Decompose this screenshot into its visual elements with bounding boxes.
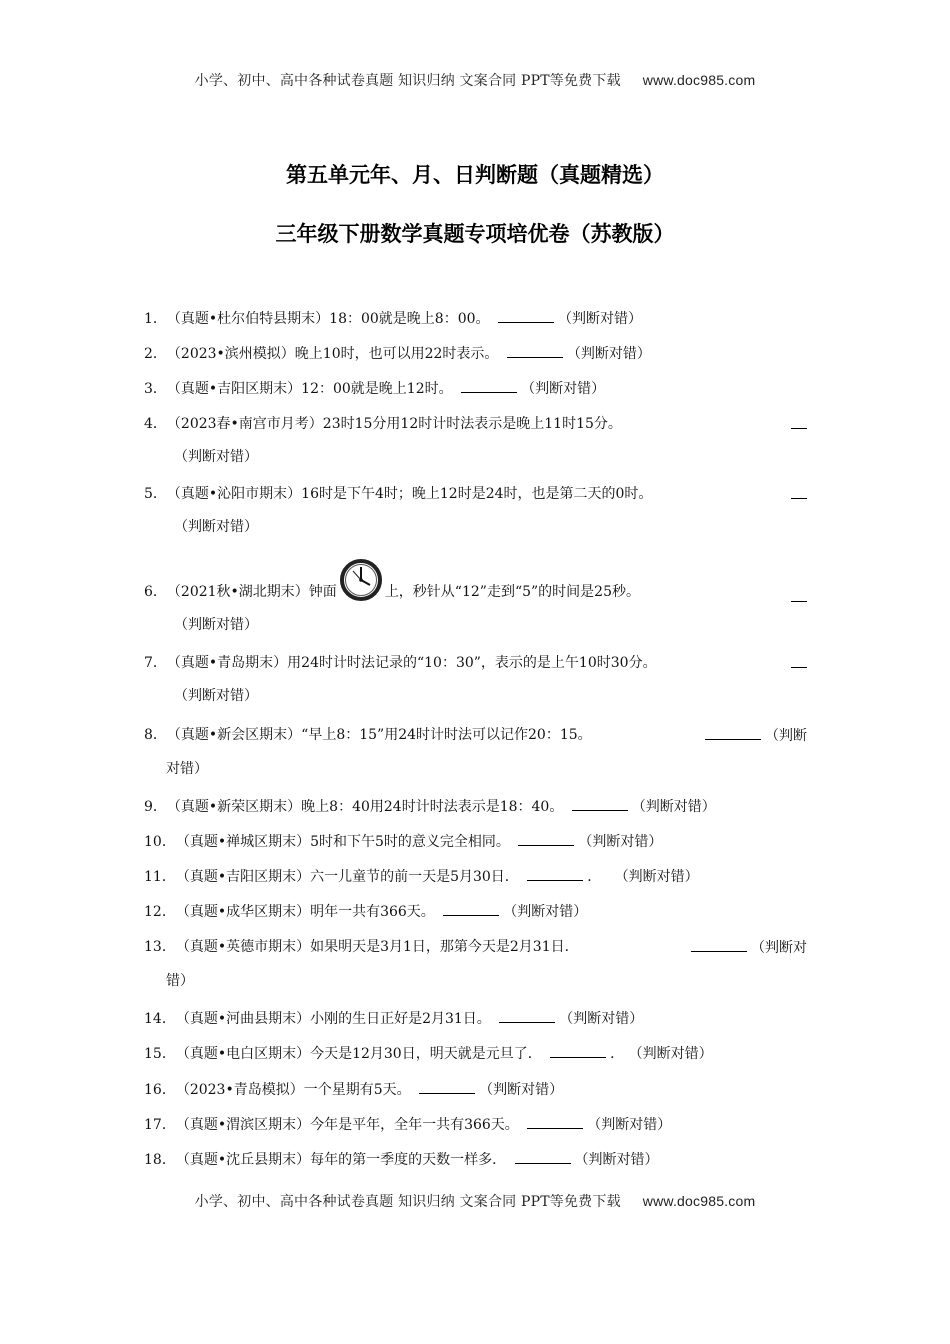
header-text: 小学、初中、高中各种试卷真题 知识归纳 文案合同 PPT等免费下载 xyxy=(194,73,621,89)
answer-blank[interactable] xyxy=(419,1079,475,1094)
answer-blank[interactable] xyxy=(515,1149,571,1164)
page-title: 第五单元年、月、日判断题（真题精选） xyxy=(286,163,664,187)
question-1: 1．（真题•杜尔伯特县期末）18：00就是晚上8：00。 （判断对错） xyxy=(144,308,807,329)
question-14: 14．（真题•河曲县期末）小刚的生日正好是2月31日。 （判断对错） xyxy=(144,1008,807,1029)
question-5: 5．（真题•沁阳市期末）16时是下午4时；晚上12时是24时，也是第二天的0时。 （判断对错） xyxy=(144,484,807,537)
question-18: 18．（真题•沈丘县期末）每年的第一季度的天数一样多． （判断对错） xyxy=(144,1149,807,1170)
question-9: 9．（真题•新荣区期末）晚上8：40用24时计时法表示是18：40。 （判断对错） xyxy=(144,796,807,817)
answer-blank[interactable] xyxy=(791,587,807,602)
answer-blank[interactable] xyxy=(791,653,807,668)
question-11: 11．（真题•吉阳区期末）六一儿童节的前一天是5月30日． ． （判断对错） xyxy=(144,866,807,887)
answer-blank[interactable] xyxy=(518,831,574,846)
question-10: 10．（真题•禅城区期末）5时和下午5时的意义完全相同。 （判断对错） xyxy=(144,831,807,852)
answer-blank[interactable] xyxy=(499,1008,555,1023)
answer-blank[interactable] xyxy=(527,866,583,881)
answer-blank[interactable] xyxy=(507,343,563,358)
question-6: 6．（2021秋•湖北期末）钟面 上，秒针从“12”走到“5”的时间是25秒。 （判断对错） xyxy=(144,558,807,635)
answer-blank[interactable] xyxy=(572,796,628,811)
clock-face-image xyxy=(339,558,383,602)
question-7: 7．（真题•青岛期末）用24时计时法记录的“10：30”，表示的是上午10时30分。 （判断对错） xyxy=(144,653,807,706)
answer-blank[interactable] xyxy=(791,484,807,499)
footer-site[interactable]: www.doc985.com xyxy=(642,1193,756,1209)
question-2: 2．（2023•滨州模拟）晚上10时，也可以用22时表示。 （判断对错） xyxy=(144,343,807,364)
answer-blank[interactable] xyxy=(691,937,747,952)
answer-blank[interactable] xyxy=(527,1114,583,1129)
question-3: 3．（真题•吉阳区期末）12：00就是晚上12时。 （判断对错） xyxy=(144,378,807,399)
answer-blank[interactable] xyxy=(550,1043,606,1058)
answer-blank[interactable] xyxy=(705,725,761,740)
question-17: 17．（真题•渭滨区期末）今年是平年，全年一共有366天。 （判断对错） xyxy=(144,1114,807,1135)
question-16: 16．（2023•青岛模拟）一个星期有5天。 （判断对错） xyxy=(144,1079,807,1100)
question-15: 15．（真题•电白区期末）今天是12月30日，明天就是元旦了． ． （判断对错） xyxy=(144,1043,807,1064)
answer-blank[interactable] xyxy=(498,308,554,323)
page-subtitle: 三年级下册数学真题专项培优卷（苏教版） xyxy=(275,222,675,246)
page-footer xyxy=(0,1191,950,1211)
answer-blank[interactable] xyxy=(443,901,499,916)
question-8: 8．（真题•新会区期末）“早上8：15”用24时计时法可以记作20：15。 （判断 对错） xyxy=(144,727,807,777)
answer-blank[interactable] xyxy=(791,414,807,429)
header-site[interactable]: www.doc985.com xyxy=(642,72,756,88)
answer-blank[interactable] xyxy=(461,378,517,393)
question-13: 13．（真题•英德市期末）如果明天是3月1日，那第今天是2月31日． （判断对 错） xyxy=(144,939,807,989)
page-header xyxy=(0,70,950,90)
footer-text: 小学、初中、高中各种试卷真题 知识归纳 文案合同 PPT等免费下载 xyxy=(194,1194,621,1210)
question-12: 12．（真题•成华区期末）明年一共有366天。 （判断对错） xyxy=(144,901,807,922)
question-4: 4．（2023春•南宫市月考）23时15分用12时计时法表示是晚上11时15分。 （判断对错） xyxy=(144,414,807,467)
